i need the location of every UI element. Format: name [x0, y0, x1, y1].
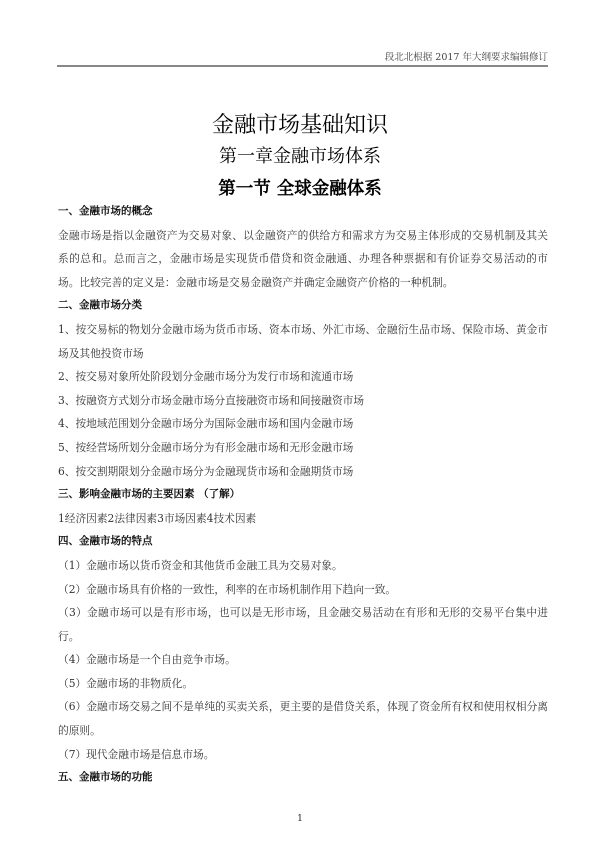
paragraph: 6、按交割期限划分金融市场分为金融现货市场和金融期货市场	[58, 464, 354, 478]
paragraph: 金融市场是指以金融资产为交易对象、以金融资产的供给方和需求方为交易主体形成的交易机制及其关系的总和。总而言之，金融市场是实现货币借贷和资金融通、办理各种票据和有价证券交易活动的市场。比较完善的定义是：金融市场是交易金融资产并确定金融资产价格的一种机制。	[58, 228, 548, 289]
paragraph: （2）金融市场具有价格的一致性，利率的在市场机制作用下趋向一致。	[58, 582, 397, 596]
paragraph: （6）金融市场交易之间不是单纯的买卖关系，更主要的是借贷关系，体现了资金所有权和使用权相分离的原则。	[58, 700, 548, 738]
paragraph: （5）金融市场的非物质化。	[58, 676, 194, 690]
section-heading: 一、金融市场的概念	[58, 205, 153, 217]
paragraph: 1、按交易标的物划分金融市场为货币市场、资本市场、外汇市场、金融衍生品市场、保险市场、黄金市场及其他投资市场	[58, 322, 548, 360]
section-heading: 三、影响金融市场的主要因素 （了解）	[58, 488, 241, 501]
paragraph: 2、按交易对象所处阶段划分金融市场分为发行市场和流通市场	[58, 370, 354, 384]
paragraph: （7）现代金融市场是信息市场。	[58, 747, 215, 761]
running-header: 段北北根据 2017 年大纲要求编辑修订	[384, 52, 548, 63]
paragraph: （1）金融市场以货币资金和其他货币金融工具为交易对象。	[58, 558, 343, 572]
document-body	[58, 200, 548, 790]
paragraph: 5、按经营场所划分金融市场分为有形金融市场和无形金融市场	[58, 440, 354, 454]
paragraph: 3、按融资方式划分市场金融市场分直接融资市场和间接融资市场	[58, 393, 365, 407]
section-title: 第一节 全球金融体系	[218, 179, 382, 199]
section-heading: 五、金融市场的功能	[58, 771, 153, 784]
paragraph: 4、按地域范围划分金融市场分为国际金融市场和国内金融市场	[58, 417, 354, 431]
paragraph: （4）金融市场是一个自由竞争市场。	[58, 653, 236, 667]
paragraph: （3）金融市场可以是有形市场，也可以是无形市场，且金融交易活动在有形和无形的交易平台集中进行。	[58, 606, 548, 643]
paragraph: 1经济因素2法律因素3市场因素4技术因素	[58, 511, 257, 525]
chapter-title: 第一章金融市场体系	[219, 146, 381, 167]
section-heading: 二、金融市场分类	[58, 299, 142, 312]
document-title: 金融市场基础知识	[211, 113, 388, 138]
section-heading: 四、金融市场的特点	[58, 535, 153, 548]
header-divider	[57, 65, 548, 67]
page-number: 1	[297, 814, 303, 824]
